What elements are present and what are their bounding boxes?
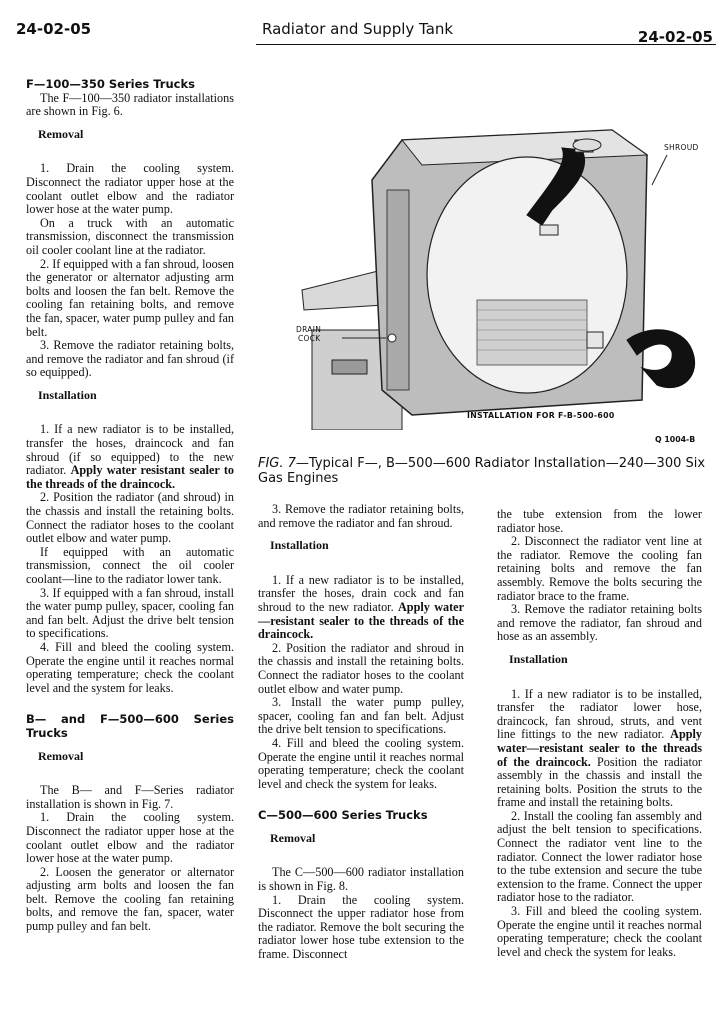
paragraph xyxy=(26,423,234,491)
lower-hose-outlet xyxy=(587,332,603,348)
subheading-removal: Removal xyxy=(38,748,84,763)
paragraph: 3. Remove the radiator retaining bolts, and remove the radiator and fan shroud (if so equipped). xyxy=(26,338,234,380)
paragraph xyxy=(258,574,464,642)
text: 1. If a new radiator is to be installed, transfer the radiator lower hose, draincock, fan shroud, struts, and vent line fittings to the new radiator. xyxy=(497,686,702,742)
paragraph: The F—100—350 radiator installations are shown in Fig. 6. xyxy=(26,90,234,119)
paragraph: On a truck with an automatic transmission, disconnect the transmission oil cooler coolant line at the radiator. xyxy=(26,215,234,257)
column-middle xyxy=(258,503,464,962)
page-title: Radiator and Supply Tank xyxy=(262,20,454,38)
paragraph: 4. Fill and bleed the cooling system. Operate the engine until it reaches normal operating temperature; check the coolant level and the system for leaks. xyxy=(26,639,234,695)
bold-warning: Apply water—resistant sealer to the threads of the draincock. xyxy=(497,727,702,769)
paragraph: 2. Install the cooling fan assembly and adjust the belt tension to specifications. Connect the radiator vent line to the radiator. Connect the lower radiator hose to the tube extension and secure the tube extension to the frame. Connect the upper radiator hose to the radiator. xyxy=(497,808,702,905)
label-drain: DRAIN xyxy=(296,325,322,334)
section-heading-c500-600: C—500—600 Series Trucks xyxy=(258,808,428,823)
chassis-bracket xyxy=(302,270,384,310)
paragraph: 1. Drain the cooling system. Disconnect the radiator upper hose at the coolant outlet elbow and the radiator lower hose at the water pump. xyxy=(26,810,234,866)
paragraph: 2. If equipped with a fan shroud, loosen the generator or alternator adjusting arm bolts and loosen the fan belt. Remove the cooling fan retaining bolts, and remove the fan, spacer, water pump pulley and fan belt. xyxy=(26,256,234,339)
radiator-side-tank xyxy=(387,190,409,390)
paragraph: 3. Remove the radiator retaining bolts and remove the radiator, fan shroud and hose as an assembly. xyxy=(497,602,702,644)
text: 1. If a new radiator is to be installed, transfer the hoses, drain cock and fan shroud to the new radiator. xyxy=(258,572,464,614)
spacer xyxy=(258,791,464,809)
subheading-removal: Removal xyxy=(270,830,316,845)
paragraph: 3. Remove the radiator retaining bolts, and remove the radiator and fan shroud. xyxy=(258,502,464,530)
frame-bracket xyxy=(332,360,367,374)
spacer xyxy=(26,695,234,713)
caption-text: —Typical F—, B—500—600 Radiator Installation—240—300 Six Gas Engines xyxy=(258,456,706,486)
figure-reference: Q 1004-B xyxy=(655,435,696,444)
paragraph: 2. Position the radiator (and shroud) in the chassis and install the retaining bolts. Connect the radiator hoses to the coolant outlet elbow and water pump. xyxy=(26,490,234,546)
paragraph: 3. Install the water pump pulley, spacer, cooling fan and fan belt. Adjust the drive belt tension to specifications. xyxy=(258,695,464,737)
bold-warning: Apply water resistant sealer to the threads of the draincock. xyxy=(26,463,234,491)
paragraph: the tube extension from the lower radiator hose. xyxy=(497,507,702,535)
text: 1. If a new radiator is to be installed, transfer the hoses, draincock and fan shroud (if so equipped) to the new radiator. xyxy=(26,422,234,478)
paragraph: 3. Fill and bleed the cooling system. Operate the engine until it reaches normal operating temperature; check the coolant level and check the system for leaks. xyxy=(497,904,702,959)
paragraph: 1. Drain the cooling system. Disconnect the upper radiator hose from the radiator. Remove the bolt securing the radiator lower hose tube extension to the frame. Disconnect xyxy=(258,892,464,962)
section-heading-f100-350: F—100—350 Series Trucks xyxy=(26,77,195,91)
figure-caption xyxy=(258,456,708,486)
shroud-leader xyxy=(652,155,667,185)
subheading-installation: Installation xyxy=(38,387,97,402)
column-right xyxy=(497,508,702,959)
paragraph xyxy=(497,688,702,810)
subheading-installation: Installation xyxy=(509,651,568,666)
page-header xyxy=(0,0,727,44)
section-heading-b-f-500-600: B— and F—500—600 Series Trucks xyxy=(26,712,234,740)
paragraph: The B— and F—Series radiator installation is shown in Fig. 7. xyxy=(26,783,234,811)
radiator-illustration xyxy=(262,100,717,430)
bold-warning: Apply water—resistant sealer to the threads of the draincock. xyxy=(258,599,464,642)
paragraph: The C—500—600 radiator installation is shown in Fig. 8. xyxy=(258,865,464,894)
paragraph: 4. Fill and bleed the cooling system. Operate the engine until it reaches normal operating temperature; check the coolant level and check the system for leaks. xyxy=(258,735,464,791)
paragraph: 3. If equipped with a fan shroud, install the water pump pulley, spacer, cooling fan and fan belt. Adjust the drive belt tension to specifications. xyxy=(26,585,234,641)
paragraph: 2. Loosen the generator or alternator adjusting arm bolts and loosen the fan belt. Remove the cooling fan retaining bolts, and remove the fan, spacer, water pump pulley and fan belt. xyxy=(26,864,234,934)
header-rule xyxy=(256,44,716,45)
label-cock: COCK xyxy=(298,334,321,343)
drain-cock xyxy=(388,334,396,342)
label-installation-for: INSTALLATION FOR F-B-500-600 xyxy=(467,411,615,420)
text: Position the radiator assembly in the chassis and install the retaining bolts. Position the struts to the frame and install the retaining bolts. xyxy=(497,754,702,810)
figure-number: FIG. 7 xyxy=(258,456,296,471)
column-left xyxy=(26,78,234,934)
paragraph: 2. Position the radiator and shroud in the chassis and install the retaining bolts. Connect the radiator hoses to the coolant outlet elbow and water pump. xyxy=(258,640,464,696)
page-number-right: 24-02-05 xyxy=(637,28,713,46)
subheading-removal: Removal xyxy=(38,126,84,141)
hose-clamp xyxy=(540,225,558,235)
subheading-installation: Installation xyxy=(270,538,329,553)
label-shroud: SHROUD xyxy=(664,143,699,152)
radiator-cap xyxy=(573,139,601,151)
page-number-left: 24-02-05 xyxy=(16,20,92,38)
paragraph: 1. Drain the cooling system. Disconnect the radiator upper hose at the coolant outlet elbow and the radiator lower hose at the water pump. xyxy=(26,161,234,217)
paragraph: If equipped with an automatic transmission, connect the oil cooler coolant—line to the radiator lower tank. xyxy=(26,544,234,586)
paragraph: 2. Disconnect the radiator vent line at the radiator. Remove the cooling fan retaining bolts and remove the fan assembly. Remove the bolts securing the radiator brace to the frame. xyxy=(497,534,702,603)
